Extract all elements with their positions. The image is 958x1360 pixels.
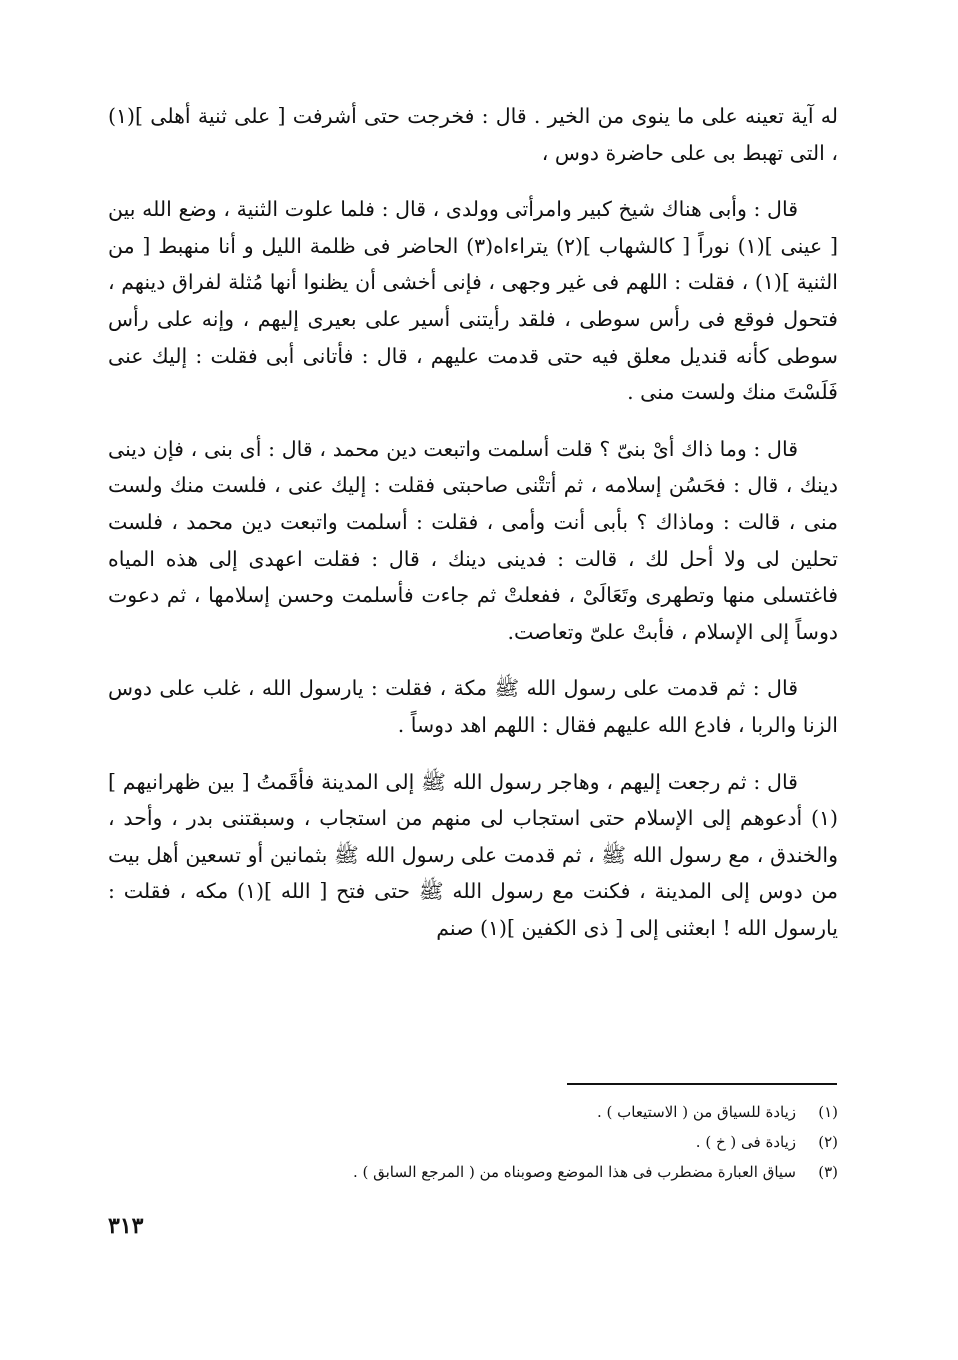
footnote-text: سياق العبارة مضطرب فى هذا الموضع وصوبناه من ( المرجع السابق ) . bbox=[352, 1163, 796, 1181]
footnote-number: (٣) bbox=[818, 1163, 838, 1181]
paragraph-5: قال : ثم رجعت إليهم ، وهاجر رسول الله ﷺ إلى المدينة فأقَمتُ [ بين ظهرانيهم ](١) أدعوهم إلى الإسلام حتى استجاب لى منهم من استجاب ، وسبقتنى بدر ، وأحد ، والخندق ، مع رسول الله ﷺ ، ثم قدمت على رسول الله ﷺ بثمانين أو تسعين أهل بيت من دوس إلى المدينة ، فكنت مع رسول الله ﷺ حتى فتح [ الله ](١) مكه ، فقلت : يارسول الله ! ابعثنى إلى [ ذى الكفين ](١) صنم bbox=[108, 769, 839, 940]
main-text bbox=[108, 98, 838, 966]
footnote-separator bbox=[567, 1083, 837, 1085]
footnote-text: زيادة للسياق من ( الاستيعاب ) . bbox=[597, 1103, 796, 1121]
paragraph-4: قال : ثم قدمت على رسول الله ﷺ مكة ، فقلت : يارسول الله ، غلب على دوس الزنا والربا ، فادع الله عليهم فقال : اللهم اهد دوساً . bbox=[108, 676, 838, 737]
footnote-number: (١) bbox=[818, 1103, 838, 1121]
footnote-3 bbox=[300, 1157, 838, 1187]
paragraph-2: قال : وأبى هناك شيخ كبير وامرأتى وولدى ، قال : فلما علوت الثنية ، وضع الله بين [ عينى ](١) نوراً [ كالشهاب ](٢) يتراءاه(٣) الحاضر فى ظلمة الليل و أنا منهبط [ من الثنية ](١) ، فقلت : اللهم فى غير وجهى ، فإنى أخشى أن يظنوا أنها مُثلة لفراق دينهم ، فتحول فوقع فى رأس سوطى ، فلقد رأيتنى أسير على بعيرى إليهم ، وإنه على رأس سوطى كأنه قنديل معلق فيه حتى قدمت عليهم ، قال : فأتانى أبى فقلت : إليك عنى فَلَسْتَ منك ولست منى . bbox=[108, 197, 839, 405]
paragraph-1: له آية تعينه على ما ينوى من الخير . قال : فخرجت حتى أشرفت [ على ثنية أهلى ](١) ، التى تهبط بى على حاضرة دوس ، bbox=[108, 104, 838, 165]
footnote-2 bbox=[300, 1127, 838, 1157]
footnote-1 bbox=[300, 1097, 838, 1127]
footnote-text: زيادة فى ( خ ) . bbox=[695, 1133, 796, 1151]
footnote-number: (٢) bbox=[818, 1133, 838, 1151]
paragraph-3: قال : وما ذاك أىْ بنىّ ؟ قلت أسلمت واتبعت دين محمد ، قال : أى بنى ، فإن دينى دينك ، قال : فحَسُن إسلامه ، ثم أتتْنى صاحبتى فقلت : إليك عنى ، فلست منك ولست منى ، قالت : وماذاك ؟ بأبى أنت وأمى ، فقلت : أسلمت واتبعت دين محمد ، فلست تحلين لى ولا أحل لك ، قالت : فدينى دينك ، قال : فقلت اعهدى إلى هذه المياه فاغتسلى منها وتطهرى وتَعَالَىْ ، ففعلتْ ثم جاءت فأسلمت وحسن إسلامها ، ثم دعوت دوساً إلى الإسلام ، فأبتْ علىّ وتعاصت. bbox=[108, 436, 838, 644]
footnotes bbox=[300, 1097, 838, 1187]
page-number: ٣١٣ bbox=[108, 1213, 144, 1239]
